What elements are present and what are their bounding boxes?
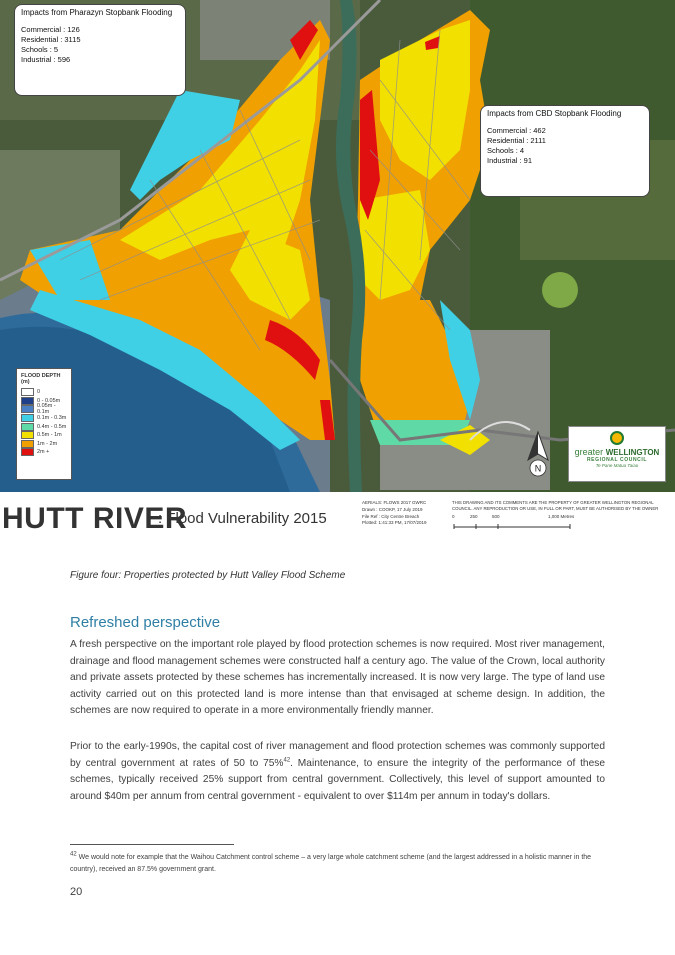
legend-item (21, 388, 67, 397)
legend-label: 0.4m - 0.5m (37, 423, 67, 430)
legend-label: 0 (37, 389, 41, 396)
meta-line: Drawn : COOKP, 17 July 2019 (362, 506, 423, 512)
map-disclaimer: THIS DRAWING AND ITS COMMENTS ARE THE PROPERTY OF GREATER WELLINGTON REGIONAL COUNCIL. ANY REPRODUCTION OR USE, IN FULL OR PART, MUST BE AUTHORISED BY THE OWNER (452, 500, 659, 511)
flood-depth-legend (16, 368, 72, 480)
legend-label: 2m + (37, 449, 50, 456)
footnote-divider (70, 844, 234, 845)
legend-swatch (21, 423, 34, 431)
legend-swatch (21, 405, 34, 413)
gwrc-logo (568, 426, 666, 482)
legend-item (21, 440, 67, 449)
gwrc-logo-line3: Te Pane Matua Taiao (595, 463, 639, 468)
pharazyn-schools: Schools : 5 (21, 45, 59, 55)
legend-item (21, 414, 67, 423)
legend-title: FLOOD DEPTH (m) (21, 373, 61, 385)
legend-swatch (21, 431, 34, 439)
legend-swatch (21, 448, 34, 456)
north-arrow-icon (525, 430, 551, 478)
legend-label: 1m - 2m (37, 440, 58, 447)
scale-label: 1,000 Metres (548, 514, 575, 519)
paragraph-2-part-b: . Maintenance, to ensure the integrity of the performance of these schemes, typically received 25% support from central government. Collectively, this level of support amounted to around $40m per annum from central government - equivalent to over $114m per annum in today's dollars. (70, 757, 606, 802)
legend-label: 0.1m - 0.3m (37, 415, 67, 422)
figure-caption: Figure four: Properties protected by Hutt Valley Flood Scheme (70, 570, 346, 581)
cbd-impacts-box (480, 105, 650, 197)
cbd-commercial: Commercial : 462 (487, 125, 546, 135)
legend-swatch (21, 440, 34, 448)
meta-line: Plotted: 1:41:33 PM, 17/07/2019 (362, 520, 427, 526)
legend-swatch (21, 414, 34, 422)
pharazyn-impacts-box (14, 4, 186, 96)
scale-label: 250 (470, 514, 478, 519)
pharazyn-residential: Residential : 3115 (21, 34, 81, 44)
gwrc-logo-brand (569, 447, 665, 457)
legend-label: 0.5m - 1m (37, 432, 62, 439)
meta-line: AERIALS: FLOWS 2017 GWRC (362, 500, 427, 505)
legend-item (21, 448, 67, 457)
scale-label: 500 (492, 514, 500, 519)
north-label: N (534, 463, 542, 474)
cbd-industrial: Industrial : 91 (487, 156, 533, 166)
logo-brand-light: greater (574, 447, 604, 457)
pharazyn-industrial: Industrial : 596 (21, 55, 71, 65)
cbd-impacts-title: Impacts from CBD Stopbank Flooding (487, 109, 622, 118)
pharazyn-commercial: Commercial : 126 (21, 24, 80, 34)
cbd-schools: Schools : 4 (487, 146, 525, 156)
map-main-title: HUTT RIVER (2, 502, 187, 535)
meta-line: File Ref : City Centre Breach (362, 513, 420, 519)
scale-label: 0 (452, 514, 455, 519)
scale-bar (452, 514, 576, 530)
footnote (70, 852, 600, 876)
gwrc-logo-line2: REGIONAL COUNCIL (586, 457, 648, 463)
map-metadata (362, 500, 448, 527)
legend-item (21, 405, 67, 414)
paragraph-2-part-a: Prior to the early-1990s, the capital cost of river management and flood protection schemes was commonly supported by central government at rates of 50 to 75% (70, 741, 605, 769)
footnote-text: We would note for example that the Waihou Catchment control scheme – a very large whole catchment scheme (and the largest addressed in a holistic manner in the country), received an 87.5% government grant. (70, 854, 592, 873)
legend-label: 0.05m - 0.1m (37, 403, 56, 416)
legend-swatch (21, 388, 34, 396)
map-subtitle: : Flood Vulnerability 2015 (158, 510, 327, 527)
gwrc-logo-mark-icon (610, 431, 624, 445)
footnote-number: 42 (70, 851, 77, 858)
legend-label: 0 - 0.05m (37, 397, 61, 404)
legend-item (21, 422, 67, 431)
paragraph-1: A fresh perspective on the important role played by flood protection schemes is now required. Most river management, drainage and flood management schemes were constructed half a century ago. The value of the Crown, local authority and private assets protected by these schemes has incrementally increased. It is now very large. The type of land use activity carried out on this protected land is more intense than that envisaged at scheme design. In addition, the schemes are now required to operate in a more environmentally friendly manner. (70, 639, 605, 717)
paragraph-2 (70, 739, 605, 805)
footnote-ref[interactable]: 42 (283, 757, 291, 764)
page-number: 20 (70, 886, 83, 898)
cbd-residential: Residential : 2111 (487, 135, 546, 145)
legend-item (21, 431, 67, 440)
section-heading: Refreshed perspective (70, 614, 221, 631)
legend-swatch (21, 397, 34, 405)
logo-brand-bold: WELLINGTON (605, 448, 660, 457)
pharazyn-impacts-title: Impacts from Pharazyn Stopbank Flooding (21, 8, 173, 17)
